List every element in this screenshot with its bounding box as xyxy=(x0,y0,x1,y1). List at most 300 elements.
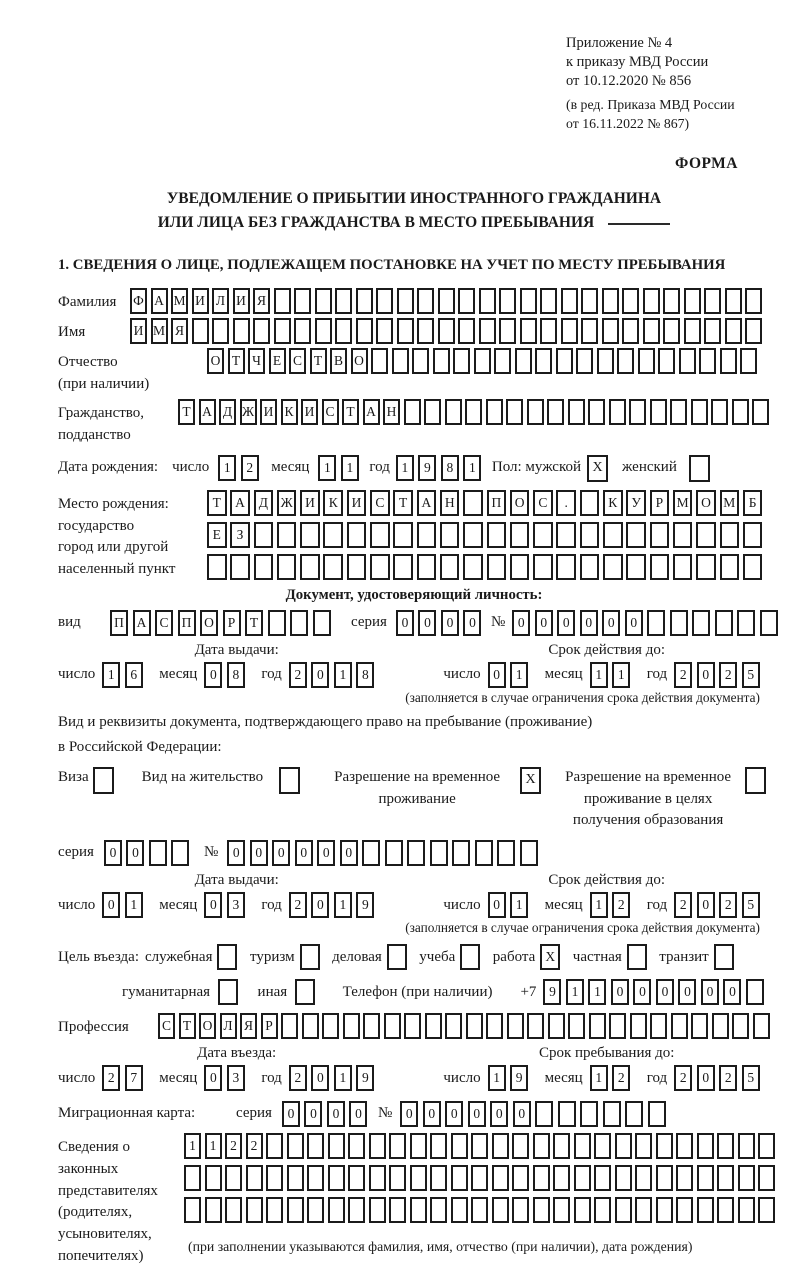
purpose-official-checkbox[interactable] xyxy=(217,944,241,970)
char-cell: М xyxy=(673,490,693,516)
char-cell xyxy=(676,1165,693,1191)
char-cell xyxy=(602,318,619,344)
expiry-day-cells[interactable] xyxy=(488,662,533,688)
purpose-other-checkbox[interactable] xyxy=(295,979,319,1005)
entry-stay-dates: Дата въезда: число 2 7 месяц 0 3 год 2 0 1 9 Срок пребывания до: число 1 9 месяц 1 2 год 2 0 2 5 xyxy=(58,1045,770,1091)
surname-cells[interactable] xyxy=(130,288,766,314)
char-cell: 1 xyxy=(318,455,336,481)
char-cell xyxy=(760,610,778,636)
char-cell xyxy=(356,318,373,344)
birth-place-cells-1[interactable] xyxy=(207,490,766,516)
doc-kind-cells[interactable] xyxy=(110,610,335,636)
representatives-note: (при заполнении указываются фамилия, имя, отчество (при наличии), дата рождения) xyxy=(188,1239,693,1255)
char-cell xyxy=(274,318,291,344)
char-cell xyxy=(217,944,237,970)
char-cell: С xyxy=(155,610,173,636)
char-cell xyxy=(556,348,573,374)
edu-permit-label: Разрешение на временное проживание в целях получения образования xyxy=(565,768,732,829)
char-cell xyxy=(207,554,227,580)
char-cell: Ч xyxy=(248,348,265,374)
char-cell xyxy=(758,1133,775,1159)
char-cell xyxy=(720,554,740,580)
month-label: месяц xyxy=(271,459,310,476)
char-cell xyxy=(487,554,507,580)
surname-row xyxy=(58,288,770,314)
char-cell: 1 xyxy=(334,892,352,918)
char-cell xyxy=(393,522,413,548)
char-cell xyxy=(494,348,511,374)
char-cell xyxy=(205,1165,222,1191)
char-cell xyxy=(348,1197,365,1223)
purpose-transit-checkbox[interactable] xyxy=(714,944,738,970)
title-blank-line xyxy=(608,223,670,225)
char-cell: 8 xyxy=(227,662,245,688)
char-cell: 0 xyxy=(535,610,553,636)
char-cell xyxy=(506,399,523,425)
patronymic-label: Отчество (при наличии) xyxy=(58,348,207,396)
char-cell xyxy=(369,1197,386,1223)
char-cell xyxy=(588,399,605,425)
migration-series-label: серия xyxy=(236,1105,272,1122)
char-cell: Я xyxy=(240,1013,257,1039)
char-cell: 2 xyxy=(289,1065,307,1091)
char-cell xyxy=(512,1165,529,1191)
char-cell xyxy=(313,610,331,636)
purpose-option-private: частная xyxy=(573,944,651,970)
char-cell xyxy=(561,318,578,344)
char-cell xyxy=(486,399,503,425)
representatives-cells-3[interactable] xyxy=(184,1197,779,1223)
char-cell xyxy=(738,1197,755,1223)
char-cell: 2 xyxy=(225,1133,242,1159)
char-cell xyxy=(602,288,619,314)
char-cell: Т xyxy=(178,399,195,425)
identity-doc-row xyxy=(58,610,770,636)
char-cell xyxy=(568,399,585,425)
stay-day-cells[interactable] xyxy=(488,1065,533,1091)
char-cell: 8 xyxy=(441,455,459,481)
char-cell xyxy=(487,522,507,548)
char-cell: М xyxy=(151,318,168,344)
char-cell xyxy=(268,610,286,636)
migration-card-label: Миграционная карта: xyxy=(58,1105,196,1122)
char-cell xyxy=(527,1013,544,1039)
doc-kind-label: вид xyxy=(58,613,81,630)
char-cell xyxy=(430,840,448,866)
char-cell: Т xyxy=(342,399,359,425)
char-cell xyxy=(417,522,437,548)
char-cell: А xyxy=(151,288,168,314)
char-cell xyxy=(717,1165,734,1191)
char-cell: Р xyxy=(650,490,670,516)
name-row xyxy=(58,318,770,344)
purpose-row-2 xyxy=(122,979,770,1005)
char-cell xyxy=(704,288,721,314)
char-cell xyxy=(732,399,749,425)
char-cell xyxy=(696,522,716,548)
char-cell: 0 xyxy=(512,610,530,636)
char-cell xyxy=(307,1165,324,1191)
char-cell xyxy=(397,288,414,314)
char-cell xyxy=(254,522,274,548)
char-cell xyxy=(691,399,708,425)
residence-permit-option xyxy=(142,767,300,794)
char-cell xyxy=(650,399,667,425)
char-cell xyxy=(720,348,737,374)
birth-place-cells-2[interactable] xyxy=(207,522,766,548)
residence-permit-checkbox[interactable] xyxy=(279,767,300,794)
char-cell: О xyxy=(351,348,368,374)
char-cell: 0 xyxy=(250,840,268,866)
stay-year-cells[interactable] xyxy=(674,1065,764,1091)
char-cell: 0 xyxy=(204,1065,222,1091)
char-cell xyxy=(348,1133,365,1159)
char-cell xyxy=(425,1013,442,1039)
char-cell: 2 xyxy=(289,662,307,688)
char-cell xyxy=(445,1013,462,1039)
char-cell: Я xyxy=(253,288,270,314)
char-cell xyxy=(290,610,308,636)
char-cell xyxy=(712,1013,729,1039)
char-cell xyxy=(465,399,482,425)
visa-checkbox[interactable] xyxy=(93,767,114,794)
purpose-option-tourism: туризм xyxy=(250,944,323,970)
residence-doc-types-row xyxy=(58,767,770,832)
char-cell: 0 xyxy=(488,892,506,918)
doc-series-cells[interactable] xyxy=(396,610,486,636)
purpose-option-humanitarian: гуманитарная xyxy=(122,979,242,1005)
char-cell: 1 xyxy=(184,1133,201,1159)
appendix-reference xyxy=(566,34,770,91)
profession-row xyxy=(58,1013,770,1039)
purpose-work-checkbox[interactable] xyxy=(540,944,564,970)
citizenship-cells[interactable] xyxy=(178,399,773,425)
char-cell: 0 xyxy=(445,1101,463,1127)
char-cell: 2 xyxy=(719,892,737,918)
issue-year-cells[interactable] xyxy=(289,662,379,688)
expiry-year-cells[interactable] xyxy=(674,662,764,688)
char-cell: 1 xyxy=(396,455,414,481)
char-cell: С xyxy=(322,399,339,425)
char-cell: . xyxy=(556,490,576,516)
char-cell: 1 xyxy=(488,1065,506,1091)
char-cell: И xyxy=(301,399,318,425)
char-cell xyxy=(574,1197,591,1223)
char-cell xyxy=(387,944,407,970)
char-cell xyxy=(384,1013,401,1039)
char-cell: 0 xyxy=(678,979,696,1005)
revision-line: от 16.11.2022 № 867) xyxy=(566,115,690,131)
char-cell xyxy=(149,840,167,866)
migration-number-label: № xyxy=(377,1105,393,1122)
char-cell xyxy=(535,348,552,374)
char-cell xyxy=(451,1197,468,1223)
char-cell xyxy=(617,348,634,374)
char-cell: 0 xyxy=(349,1101,367,1127)
char-cell xyxy=(558,1101,576,1127)
char-cell xyxy=(492,1133,509,1159)
residence-issue-year-cells[interactable] xyxy=(289,892,379,918)
char-cell: 3 xyxy=(227,892,245,918)
char-cell xyxy=(692,610,710,636)
char-cell: 0 xyxy=(311,662,329,688)
char-cell xyxy=(684,318,701,344)
char-cell xyxy=(594,1197,611,1223)
char-cell xyxy=(430,1197,447,1223)
char-cell xyxy=(715,610,733,636)
char-cell xyxy=(697,1197,714,1223)
purpose-humanitarian-checkbox[interactable] xyxy=(218,979,242,1005)
char-cell xyxy=(758,1165,775,1191)
char-cell: У xyxy=(626,490,646,516)
char-cell xyxy=(635,1197,652,1223)
char-cell xyxy=(745,288,762,314)
char-cell: 0 xyxy=(282,1101,300,1127)
char-cell xyxy=(277,554,297,580)
char-cell: 0 xyxy=(488,662,506,688)
char-cell xyxy=(410,1133,427,1159)
representatives-cells-2[interactable] xyxy=(184,1165,779,1191)
birth-day-cells[interactable] xyxy=(218,455,263,481)
char-cell: 0 xyxy=(557,610,575,636)
char-cell xyxy=(246,1197,263,1223)
char-cell: В xyxy=(330,348,347,374)
migration-series-cells[interactable] xyxy=(282,1101,372,1127)
birth-year-cells[interactable] xyxy=(396,455,486,481)
char-cell xyxy=(738,1165,755,1191)
char-cell xyxy=(440,554,460,580)
char-cell xyxy=(233,318,250,344)
char-cell xyxy=(407,840,425,866)
char-cell: 1 xyxy=(334,1065,352,1091)
char-cell xyxy=(574,1133,591,1159)
phone-cells[interactable] xyxy=(543,979,768,1005)
char-cell xyxy=(370,554,390,580)
issue-day-cells[interactable] xyxy=(102,662,147,688)
char-cell xyxy=(492,1197,509,1223)
char-cell xyxy=(307,1197,324,1223)
char-cell xyxy=(205,1197,222,1223)
patronymic-cells[interactable] xyxy=(207,348,761,374)
purpose-business-checkbox[interactable] xyxy=(387,944,411,970)
identity-doc-dates: Дата выдачи: число 1 6 месяц 0 8 год 2 0 1 8 Срок действия до: число 0 1 месяц 1 1 год 2 0 2 5 xyxy=(58,642,770,688)
char-cell xyxy=(671,1013,688,1039)
sex-female-checkbox[interactable] xyxy=(689,455,710,482)
char-cell: 2 xyxy=(246,1133,263,1159)
char-cell xyxy=(691,1013,708,1039)
char-cell xyxy=(629,399,646,425)
char-cell xyxy=(479,288,496,314)
name-cells[interactable] xyxy=(130,318,766,344)
char-cell xyxy=(277,522,297,548)
char-cell xyxy=(460,944,480,970)
char-cell: Ф xyxy=(130,288,147,314)
char-cell: К xyxy=(323,490,343,516)
entry-year-cells[interactable] xyxy=(289,1065,379,1091)
char-cell xyxy=(743,554,763,580)
purpose-private-checkbox[interactable] xyxy=(627,944,651,970)
char-cell xyxy=(463,554,483,580)
purpose-study-checkbox[interactable] xyxy=(460,944,484,970)
char-cell: X xyxy=(520,767,541,794)
char-cell: 5 xyxy=(742,892,760,918)
char-cell xyxy=(266,1133,283,1159)
char-cell: 9 xyxy=(356,1065,374,1091)
char-cell xyxy=(486,1013,503,1039)
char-cell xyxy=(689,455,710,482)
char-cell: О xyxy=(510,490,530,516)
char-cell: 1 xyxy=(102,662,120,688)
birth-date-label: Дата рождения: xyxy=(58,459,159,476)
char-cell xyxy=(474,348,491,374)
expiry-month-cells[interactable] xyxy=(590,662,635,688)
char-cell: 0 xyxy=(418,610,436,636)
char-cell xyxy=(597,348,614,374)
char-cell: С xyxy=(158,1013,175,1039)
char-cell xyxy=(697,1133,714,1159)
char-cell xyxy=(556,522,576,548)
char-cell xyxy=(548,1013,565,1039)
purpose-option-official: служебная xyxy=(145,944,241,970)
char-cell xyxy=(287,1165,304,1191)
residence-series-cells[interactable] xyxy=(104,840,194,866)
sex-male-checkbox[interactable] xyxy=(587,455,608,482)
char-cell: 1 xyxy=(125,892,143,918)
char-cell xyxy=(497,840,515,866)
char-cell xyxy=(540,288,557,314)
representatives-label: Сведения о законных представителях (родителях, усыновителях, попечителях) xyxy=(58,1139,158,1264)
char-cell xyxy=(609,1013,626,1039)
entry-month-cells[interactable] xyxy=(204,1065,249,1091)
residence-issue-month-cells[interactable] xyxy=(204,892,249,918)
residence-expiry-year-cells[interactable] xyxy=(674,892,764,918)
issue-month-cells[interactable] xyxy=(204,662,249,688)
char-cell xyxy=(615,1197,632,1223)
char-cell xyxy=(679,348,696,374)
char-cell xyxy=(397,318,414,344)
char-cell: 0 xyxy=(304,1101,322,1127)
char-cell xyxy=(696,554,716,580)
char-cell: 0 xyxy=(697,662,715,688)
sex-female-label: женский xyxy=(622,459,677,476)
char-cell xyxy=(254,554,274,580)
char-cell xyxy=(720,522,740,548)
char-cell xyxy=(348,1165,365,1191)
char-cell: П xyxy=(178,610,196,636)
birth-month-cells[interactable] xyxy=(318,455,363,481)
residence-expiry-month-cells[interactable] xyxy=(590,892,635,918)
char-cell xyxy=(430,1165,447,1191)
citizenship-row xyxy=(58,399,770,447)
char-cell xyxy=(417,288,434,314)
visa-label: Виза xyxy=(58,768,89,785)
char-cell: Т xyxy=(228,348,245,374)
char-cell: И xyxy=(300,490,320,516)
purpose-tourism-checkbox[interactable] xyxy=(300,944,324,970)
birth-place-cells-3[interactable] xyxy=(207,554,766,580)
char-cell xyxy=(512,1133,529,1159)
birth-place-label: Место рождения: государство город или другой населенный пункт xyxy=(58,495,176,578)
char-cell xyxy=(603,1101,621,1127)
representatives-cells-1[interactable] xyxy=(184,1133,779,1159)
char-cell: 3 xyxy=(227,1065,245,1091)
edu-permit-option xyxy=(559,767,766,832)
char-cell xyxy=(650,1013,667,1039)
char-cell: 6 xyxy=(125,662,143,688)
char-cell xyxy=(412,348,429,374)
char-cell: А xyxy=(417,490,437,516)
birth-place-row xyxy=(58,490,770,581)
temp-permit-checkbox[interactable] xyxy=(520,767,541,794)
char-cell xyxy=(389,1133,406,1159)
char-cell xyxy=(580,490,600,516)
char-cell xyxy=(451,1165,468,1191)
form-title xyxy=(58,187,770,235)
char-cell: А xyxy=(230,490,250,516)
char-cell xyxy=(740,348,757,374)
char-cell: 2 xyxy=(674,1065,692,1091)
residence-expiry-day-cells[interactable] xyxy=(488,892,533,918)
char-cell: 1 xyxy=(510,662,528,688)
char-cell: 0 xyxy=(227,840,245,866)
residence-issue-day-cells[interactable] xyxy=(102,892,147,918)
char-cell: 0 xyxy=(204,662,222,688)
char-cell xyxy=(315,288,332,314)
char-cell: 1 xyxy=(218,455,236,481)
char-cell xyxy=(561,288,578,314)
residence-number-cells[interactable] xyxy=(227,840,542,866)
stay-until-title: Срок пребывания до: xyxy=(538,1045,675,1062)
char-cell xyxy=(520,288,537,314)
char-cell xyxy=(294,318,311,344)
profession-cells[interactable] xyxy=(158,1013,773,1039)
purpose-option-other: иная xyxy=(258,979,319,1005)
char-cell xyxy=(520,840,538,866)
char-cell xyxy=(725,318,742,344)
residence-expiry-title: Срок действия до: xyxy=(548,872,665,889)
char-cell: 2 xyxy=(674,892,692,918)
char-cell xyxy=(625,1101,643,1127)
char-cell xyxy=(658,348,675,374)
char-cell xyxy=(93,767,114,794)
char-cell xyxy=(670,610,688,636)
stay-month-cells[interactable] xyxy=(590,1065,635,1091)
char-cell xyxy=(328,1197,345,1223)
edu-permit-checkbox[interactable] xyxy=(745,767,766,794)
char-cell xyxy=(335,288,352,314)
char-cell xyxy=(615,1133,632,1159)
doc-number-cells[interactable] xyxy=(512,610,782,636)
char-cell: 0 xyxy=(656,979,674,1005)
char-cell xyxy=(471,1133,488,1159)
char-cell: 1 xyxy=(334,662,352,688)
char-cell: 1 xyxy=(463,455,481,481)
char-cell: 0 xyxy=(396,610,414,636)
sex-male-label: Пол: мужской xyxy=(491,459,582,476)
char-cell: 0 xyxy=(204,892,222,918)
char-cell: О xyxy=(199,1013,216,1039)
char-cell xyxy=(300,522,320,548)
char-cell: М xyxy=(720,490,740,516)
form-title-line2: ИЛИ ЛИЦА БЕЗ ГРАЖДАНСТВА В МЕСТО ПРЕБЫВАНИЯ xyxy=(58,211,770,235)
identity-doc-heading: Документ, удостоверяющий личность: xyxy=(285,586,543,603)
char-cell: С xyxy=(289,348,306,374)
residence-permit-label: Вид на жительство xyxy=(141,768,264,785)
migration-number-cells[interactable] xyxy=(400,1101,670,1127)
entry-day-cells[interactable] xyxy=(102,1065,147,1091)
char-cell: 0 xyxy=(126,840,144,866)
char-cell xyxy=(540,318,557,344)
